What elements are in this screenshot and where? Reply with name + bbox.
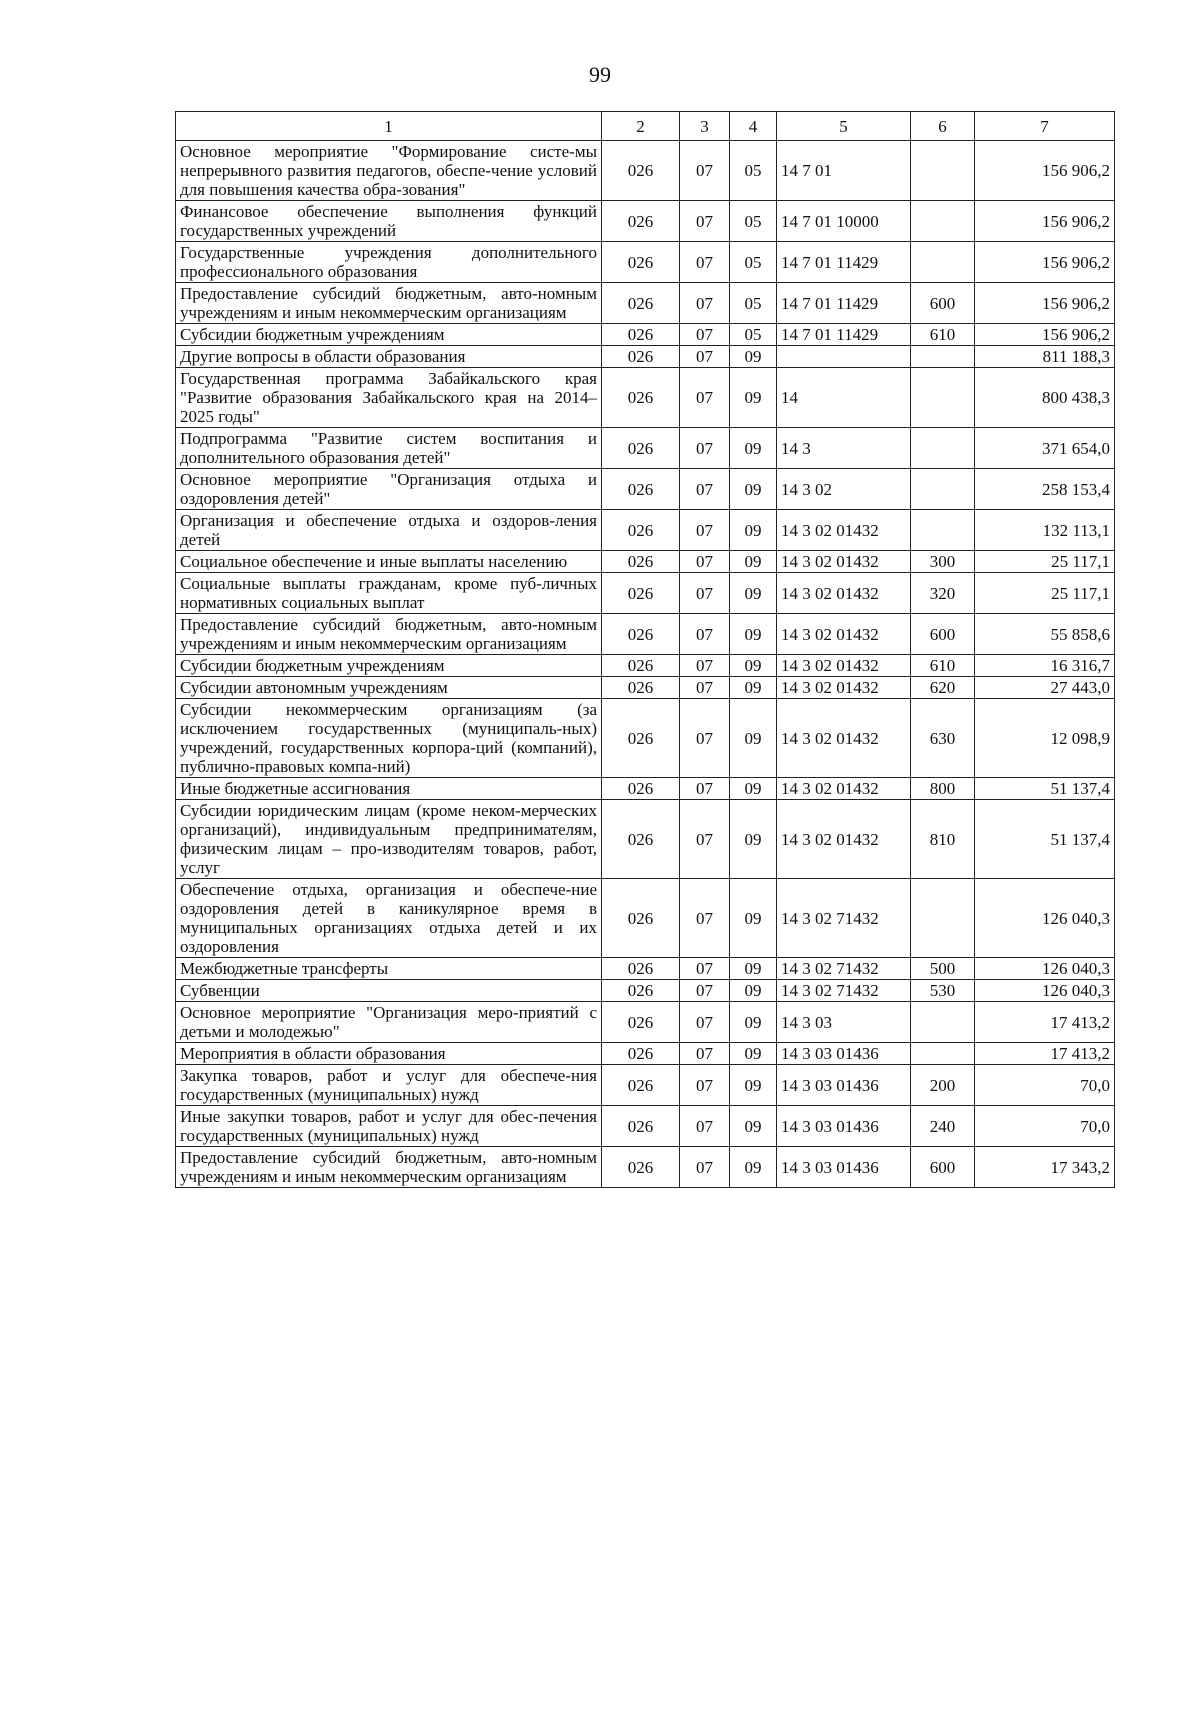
- target-article-cell: 14 7 01 11429: [777, 242, 911, 283]
- expense-type-cell: 620: [911, 677, 975, 699]
- section-code-cell: 07: [680, 1043, 730, 1065]
- subsection-code-cell: 09: [730, 1065, 777, 1106]
- section-code-cell: 07: [680, 141, 730, 201]
- subsection-code-cell: 09: [730, 573, 777, 614]
- amount-cell: 156 906,2: [975, 324, 1115, 346]
- row-name-cell: Субсидии бюджетным учреждениям: [176, 324, 602, 346]
- ministry-code-cell: 026: [602, 1147, 680, 1188]
- amount-cell: 25 117,1: [975, 573, 1115, 614]
- table-row: [176, 778, 1115, 800]
- target-article-cell: 14 7 01: [777, 141, 911, 201]
- expense-type-cell: [911, 346, 975, 368]
- subsection-code-cell: 09: [730, 677, 777, 699]
- target-article-cell: 14 7 01 10000: [777, 201, 911, 242]
- table-row: [176, 879, 1115, 958]
- section-code-cell: 07: [680, 324, 730, 346]
- subsection-code-cell: 09: [730, 699, 777, 778]
- expense-type-cell: 800: [911, 778, 975, 800]
- amount-cell: 126 040,3: [975, 958, 1115, 980]
- table-row: [176, 677, 1115, 699]
- target-article-cell: 14 7 01 11429: [777, 324, 911, 346]
- target-article-cell: 14 3 03 01436: [777, 1065, 911, 1106]
- section-code-cell: 07: [680, 428, 730, 469]
- table-row: [176, 1002, 1115, 1043]
- row-name-cell: Иные бюджетные ассигнования: [176, 778, 602, 800]
- target-article-cell: 14 3 02 01432: [777, 551, 911, 573]
- table-row: [176, 1147, 1115, 1188]
- subsection-code-cell: 09: [730, 428, 777, 469]
- row-name-cell: Подпрограмма "Развитие систем воспитания и дополнительного образования детей": [176, 428, 602, 469]
- subsection-code-cell: 05: [730, 141, 777, 201]
- section-code-cell: 07: [680, 346, 730, 368]
- amount-cell: 27 443,0: [975, 677, 1115, 699]
- section-code-cell: 07: [680, 980, 730, 1002]
- section-code-cell: 07: [680, 1147, 730, 1188]
- ministry-code-cell: 026: [602, 242, 680, 283]
- amount-cell: 12 098,9: [975, 699, 1115, 778]
- row-name-cell: Субвенции: [176, 980, 602, 1002]
- section-code-cell: 07: [680, 368, 730, 428]
- section-code-cell: 07: [680, 469, 730, 510]
- row-name-cell: Предоставление субсидий бюджетным, авто-номным учреждениям и иным некоммерческим организациям: [176, 283, 602, 324]
- target-article-cell: 14 3 02 01432: [777, 699, 911, 778]
- ministry-code-cell: 026: [602, 1065, 680, 1106]
- target-article-cell: 14 3 02 01432: [777, 778, 911, 800]
- target-article-cell: 14 3 02 01432: [777, 800, 911, 879]
- target-article-cell: 14 3 02 01432: [777, 573, 911, 614]
- amount-cell: 51 137,4: [975, 800, 1115, 879]
- table-row: [176, 1106, 1115, 1147]
- section-code-cell: 07: [680, 614, 730, 655]
- ministry-code-cell: 026: [602, 800, 680, 879]
- target-article-cell: 14 3 02 71432: [777, 980, 911, 1002]
- table-row: [176, 242, 1115, 283]
- amount-cell: 17 413,2: [975, 1043, 1115, 1065]
- section-code-cell: 07: [680, 879, 730, 958]
- section-code-cell: 07: [680, 242, 730, 283]
- amount-cell: 70,0: [975, 1106, 1115, 1147]
- row-name-cell: Субсидии бюджетным учреждениям: [176, 655, 602, 677]
- row-name-cell: Предоставление субсидий бюджетным, авто-номным учреждениям и иным некоммерческим организациям: [176, 614, 602, 655]
- row-name-cell: Организация и обеспечение отдыха и оздоров-ления детей: [176, 510, 602, 551]
- table-row: [176, 346, 1115, 368]
- row-name-cell: Социальные выплаты гражданам, кроме пуб-личных нормативных социальных выплат: [176, 573, 602, 614]
- subsection-code-cell: 09: [730, 469, 777, 510]
- expense-type-cell: 200: [911, 1065, 975, 1106]
- target-article-cell: 14 7 01 11429: [777, 283, 911, 324]
- row-name-cell: Государственная программа Забайкальского края "Развитие образования Забайкальского края на 2014–2025 годы": [176, 368, 602, 428]
- expense-type-cell: 600: [911, 283, 975, 324]
- target-article-cell: 14: [777, 368, 911, 428]
- subsection-code-cell: 09: [730, 1147, 777, 1188]
- section-code-cell: 07: [680, 510, 730, 551]
- ministry-code-cell: 026: [602, 368, 680, 428]
- expense-type-cell: [911, 368, 975, 428]
- expense-type-cell: [911, 1002, 975, 1043]
- row-name-cell: Мероприятия в области образования: [176, 1043, 602, 1065]
- ministry-code-cell: 026: [602, 778, 680, 800]
- target-article-cell: 14 3 03 01436: [777, 1043, 911, 1065]
- target-article-cell: 14 3 02 71432: [777, 958, 911, 980]
- column-header: 7: [975, 112, 1115, 141]
- target-article-cell: 14 3 03: [777, 1002, 911, 1043]
- section-code-cell: 07: [680, 958, 730, 980]
- ministry-code-cell: 026: [602, 510, 680, 551]
- table-row: [176, 655, 1115, 677]
- row-name-cell: Закупка товаров, работ и услуг для обеспече-ния государственных (муниципальных) нужд: [176, 1065, 602, 1106]
- ministry-code-cell: 026: [602, 1106, 680, 1147]
- row-name-cell: Основное мероприятие "Формирование систе-мы непрерывного развития педагогов, обеспе-чение условий для повышения качества обра-зования": [176, 141, 602, 201]
- table-row: [176, 980, 1115, 1002]
- expense-type-cell: [911, 242, 975, 283]
- section-code-cell: 07: [680, 655, 730, 677]
- section-code-cell: 07: [680, 800, 730, 879]
- table-row: [176, 699, 1115, 778]
- subsection-code-cell: 09: [730, 510, 777, 551]
- column-header: 6: [911, 112, 975, 141]
- ministry-code-cell: 026: [602, 428, 680, 469]
- table-row: [176, 1065, 1115, 1106]
- subsection-code-cell: 09: [730, 346, 777, 368]
- table-row: [176, 141, 1115, 201]
- subsection-code-cell: 09: [730, 368, 777, 428]
- section-code-cell: 07: [680, 573, 730, 614]
- amount-cell: 126 040,3: [975, 980, 1115, 1002]
- table-row: [176, 201, 1115, 242]
- row-name-cell: Основное мероприятие "Организация отдыха и оздоровления детей": [176, 469, 602, 510]
- target-article-cell: 14 3 02 01432: [777, 655, 911, 677]
- table-row: [176, 368, 1115, 428]
- ministry-code-cell: 026: [602, 655, 680, 677]
- subsection-code-cell: 05: [730, 201, 777, 242]
- expense-type-cell: 300: [911, 551, 975, 573]
- amount-cell: 126 040,3: [975, 879, 1115, 958]
- row-name-cell: Предоставление субсидий бюджетным, авто-номным учреждениям и иным некоммерческим организациям: [176, 1147, 602, 1188]
- expense-type-cell: 600: [911, 614, 975, 655]
- section-code-cell: 07: [680, 201, 730, 242]
- expense-type-cell: [911, 469, 975, 510]
- ministry-code-cell: 026: [602, 283, 680, 324]
- amount-cell: 17 343,2: [975, 1147, 1115, 1188]
- section-code-cell: 07: [680, 551, 730, 573]
- target-article-cell: 14 3 02 71432: [777, 879, 911, 958]
- ministry-code-cell: 026: [602, 551, 680, 573]
- section-code-cell: 07: [680, 1065, 730, 1106]
- page-number: 99: [589, 62, 611, 87]
- expense-type-cell: 240: [911, 1106, 975, 1147]
- subsection-code-cell: 09: [730, 1002, 777, 1043]
- amount-cell: 25 117,1: [975, 551, 1115, 573]
- amount-cell: 70,0: [975, 1065, 1115, 1106]
- ministry-code-cell: 026: [602, 958, 680, 980]
- ministry-code-cell: 026: [602, 1043, 680, 1065]
- row-name-cell: Государственные учреждения дополнительного профессионального образования: [176, 242, 602, 283]
- ministry-code-cell: 026: [602, 614, 680, 655]
- expense-type-cell: 530: [911, 980, 975, 1002]
- ministry-code-cell: 026: [602, 1002, 680, 1043]
- expense-type-cell: 610: [911, 324, 975, 346]
- subsection-code-cell: 09: [730, 1106, 777, 1147]
- section-code-cell: 07: [680, 1106, 730, 1147]
- ministry-code-cell: 026: [602, 879, 680, 958]
- expense-type-cell: [911, 1043, 975, 1065]
- expense-type-cell: [911, 879, 975, 958]
- section-code-cell: 07: [680, 283, 730, 324]
- amount-cell: 371 654,0: [975, 428, 1115, 469]
- amount-cell: 132 113,1: [975, 510, 1115, 551]
- table-row: [176, 614, 1115, 655]
- target-article-cell: [777, 346, 911, 368]
- expense-type-cell: [911, 428, 975, 469]
- row-name-cell: Иные закупки товаров, работ и услуг для обес-печения государственных (муниципальных) нужд: [176, 1106, 602, 1147]
- amount-cell: 156 906,2: [975, 283, 1115, 324]
- subsection-code-cell: 09: [730, 551, 777, 573]
- table-header-row: [176, 112, 1115, 141]
- target-article-cell: 14 3 02 01432: [777, 510, 911, 551]
- row-name-cell: Субсидии юридическим лицам (кроме неком-мерческих организаций), индивидуальным предпринимателям, физическим лицам – про-изводителям товаров, работ, услуг: [176, 800, 602, 879]
- amount-cell: 16 316,7: [975, 655, 1115, 677]
- ministry-code-cell: 026: [602, 573, 680, 614]
- ministry-code-cell: 026: [602, 677, 680, 699]
- expense-type-cell: 810: [911, 800, 975, 879]
- table-row: [176, 469, 1115, 510]
- expense-type-cell: 600: [911, 1147, 975, 1188]
- expense-type-cell: 610: [911, 655, 975, 677]
- table-row: [176, 324, 1115, 346]
- ministry-code-cell: 026: [602, 324, 680, 346]
- column-header: 2: [602, 112, 680, 141]
- amount-cell: 800 438,3: [975, 368, 1115, 428]
- column-header: 5: [777, 112, 911, 141]
- subsection-code-cell: 05: [730, 242, 777, 283]
- table-row: [176, 800, 1115, 879]
- ministry-code-cell: 026: [602, 346, 680, 368]
- amount-cell: 55 858,6: [975, 614, 1115, 655]
- column-header: 4: [730, 112, 777, 141]
- expense-type-cell: 500: [911, 958, 975, 980]
- target-article-cell: 14 3 02: [777, 469, 911, 510]
- amount-cell: 258 153,4: [975, 469, 1115, 510]
- amount-cell: 17 413,2: [975, 1002, 1115, 1043]
- section-code-cell: 07: [680, 778, 730, 800]
- ministry-code-cell: 026: [602, 141, 680, 201]
- table-row: [176, 428, 1115, 469]
- expense-type-cell: [911, 141, 975, 201]
- subsection-code-cell: 09: [730, 980, 777, 1002]
- row-name-cell: Финансовое обеспечение выполнения функций государственных учреждений: [176, 201, 602, 242]
- row-name-cell: Субсидии автономным учреждениям: [176, 677, 602, 699]
- subsection-code-cell: 09: [730, 879, 777, 958]
- section-code-cell: 07: [680, 677, 730, 699]
- subsection-code-cell: 09: [730, 655, 777, 677]
- amount-cell: 156 906,2: [975, 141, 1115, 201]
- row-name-cell: Основное мероприятие "Организация меро-приятий с детьми и молодежью": [176, 1002, 602, 1043]
- ministry-code-cell: 026: [602, 469, 680, 510]
- expense-type-cell: [911, 201, 975, 242]
- table-row: [176, 551, 1115, 573]
- subsection-code-cell: 09: [730, 958, 777, 980]
- column-header: 3: [680, 112, 730, 141]
- subsection-code-cell: 09: [730, 800, 777, 879]
- section-code-cell: 07: [680, 699, 730, 778]
- row-name-cell: Другие вопросы в области образования: [176, 346, 602, 368]
- table-row: [176, 958, 1115, 980]
- amount-cell: 51 137,4: [975, 778, 1115, 800]
- target-article-cell: 14 3 03 01436: [777, 1106, 911, 1147]
- table-row: [176, 283, 1115, 324]
- amount-cell: 811 188,3: [975, 346, 1115, 368]
- expense-type-cell: [911, 510, 975, 551]
- target-article-cell: 14 3: [777, 428, 911, 469]
- subsection-code-cell: 05: [730, 283, 777, 324]
- table-row: [176, 1043, 1115, 1065]
- expense-type-cell: 320: [911, 573, 975, 614]
- ministry-code-cell: 026: [602, 699, 680, 778]
- subsection-code-cell: 09: [730, 614, 777, 655]
- target-article-cell: 14 3 02 01432: [777, 614, 911, 655]
- amount-cell: 156 906,2: [975, 242, 1115, 283]
- ministry-code-cell: 026: [602, 201, 680, 242]
- amount-cell: 156 906,2: [975, 201, 1115, 242]
- table-row: [176, 573, 1115, 614]
- table-row: [176, 510, 1115, 551]
- section-code-cell: 07: [680, 1002, 730, 1043]
- subsection-code-cell: 05: [730, 324, 777, 346]
- subsection-code-cell: 09: [730, 1043, 777, 1065]
- ministry-code-cell: 026: [602, 980, 680, 1002]
- row-name-cell: Межбюджетные трансферты: [176, 958, 602, 980]
- subsection-code-cell: 09: [730, 778, 777, 800]
- expense-type-cell: 630: [911, 699, 975, 778]
- row-name-cell: Субсидии некоммерческим организациям (за исключением государственных (муниципаль-ных) учреждений, государственных корпора-ций (компаний), публично-правовых компа-ний): [176, 699, 602, 778]
- column-header: 1: [176, 112, 602, 141]
- budget-table: [175, 111, 1115, 1188]
- row-name-cell: Социальное обеспечение и иные выплаты населению: [176, 551, 602, 573]
- row-name-cell: Обеспечение отдыха, организация и обеспече-ние оздоровления детей в каникулярное время в муниципальных организациях отдыха детей и их оздоровления: [176, 879, 602, 958]
- target-article-cell: 14 3 03 01436: [777, 1147, 911, 1188]
- target-article-cell: 14 3 02 01432: [777, 677, 911, 699]
